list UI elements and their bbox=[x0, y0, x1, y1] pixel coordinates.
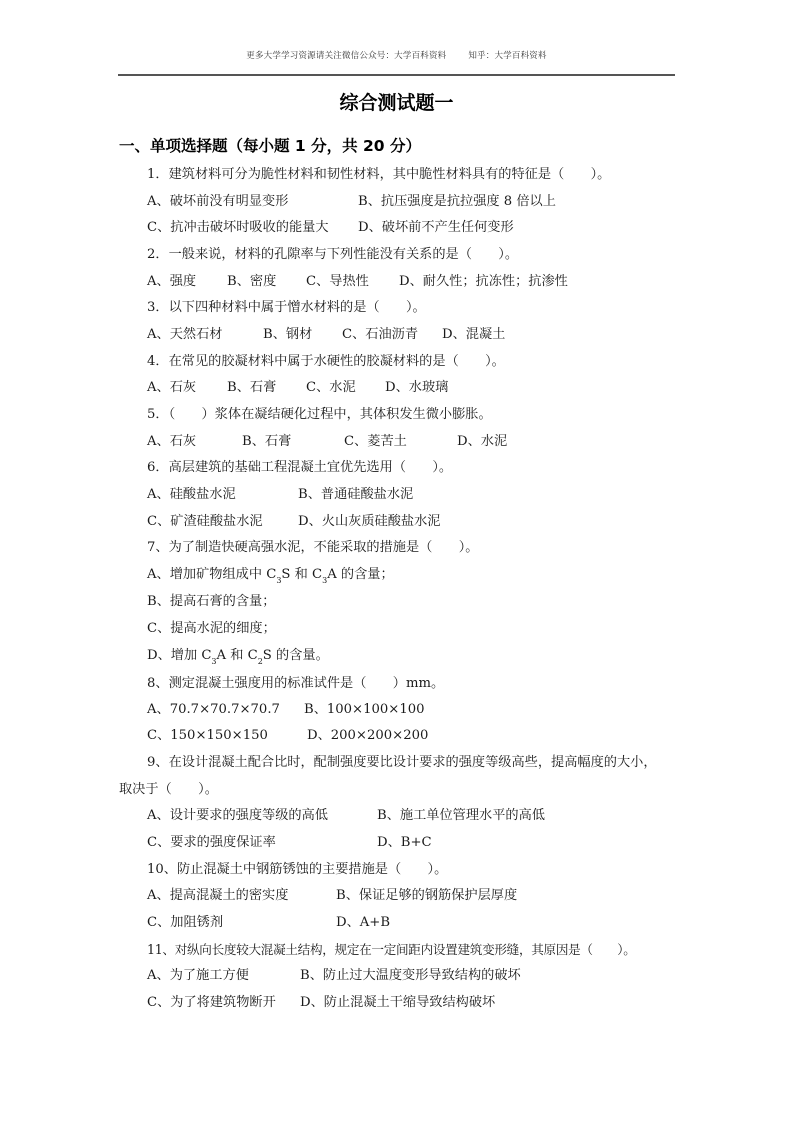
option-c: C、菱苦土 bbox=[344, 434, 407, 449]
question-9-stem-continued: 取决于（ ）。 bbox=[119, 782, 218, 797]
option-b: B、防止过大温度变形导致结构的破坏 bbox=[300, 968, 521, 983]
option-d: D、A+B bbox=[336, 915, 391, 930]
question-8-stem: 8、测定混凝土强度用的标准试件是（ ）mm。 bbox=[147, 676, 445, 691]
question-5-options bbox=[147, 434, 507, 450]
option-b: B、普通硅酸盐水泥 bbox=[298, 487, 414, 502]
question-7-option-b: B、提高石膏的含量； bbox=[147, 594, 276, 609]
option-d: D、水泥 bbox=[457, 434, 508, 449]
option-a: A、设计要求的强度等级的高低 bbox=[147, 808, 328, 823]
question-4-options bbox=[147, 380, 448, 396]
option-b: B、保证足够的钢筋保护层厚度 bbox=[336, 888, 518, 903]
question-3-stem: 3．以下四种材料中属于憎水材料的是（ ）。 bbox=[147, 300, 426, 315]
question-9-options-row-1 bbox=[147, 808, 545, 824]
question-8-options-row-1 bbox=[147, 702, 425, 718]
question-11-options-row-1 bbox=[147, 968, 521, 984]
option-a: A、天然石材 bbox=[147, 327, 223, 342]
option-b: B、钢材 bbox=[263, 327, 313, 342]
question-2-options bbox=[147, 274, 568, 290]
question-3-options bbox=[147, 327, 505, 343]
question-4-stem: 4．在常见的胶凝材料中属于水硬性的胶凝材料的是（ ）。 bbox=[147, 354, 505, 369]
option-c: C、为了将建筑物断开 bbox=[147, 995, 276, 1010]
option-c: C、导热性 bbox=[306, 274, 369, 289]
option-d: D、200×200×200 bbox=[307, 728, 429, 743]
question-5-stem: 5．（ ）浆体在凝结硬化过程中，其体积发生微小膨胀。 bbox=[147, 407, 492, 422]
question-1-options-row-1 bbox=[147, 194, 556, 210]
option-c: C、石油沥青 bbox=[342, 327, 419, 342]
question-1-stem: 1．建筑材料可分为脆性材料和韧性材料，其中脆性材料具有的特征是（ ）。 bbox=[147, 167, 611, 182]
option-d: D、混凝土 bbox=[442, 327, 506, 342]
option-a: A、提高混凝土的密实度 bbox=[147, 888, 289, 903]
option-c: C、150×150×150 bbox=[147, 728, 268, 743]
option-d: D、防止混凝土干缩导致结构破坏 bbox=[300, 995, 496, 1010]
option-d: D、破坏前不产生任何变形 bbox=[358, 220, 514, 235]
question-10-options-row-1 bbox=[147, 888, 517, 904]
option-a: A、硅酸盐水泥 bbox=[147, 487, 236, 502]
question-9-options-row-2 bbox=[147, 835, 432, 851]
header-divider bbox=[118, 74, 675, 76]
option-d: D、火山灰质硅酸盐水泥 bbox=[298, 514, 441, 529]
question-6-options-row-1 bbox=[147, 487, 413, 503]
question-7-option-a: A、增加矿物组成中 $C_3S$ 和 $C_3A$ 的含量； bbox=[147, 567, 394, 585]
option-c: C、水泥 bbox=[306, 380, 356, 395]
option-c: C、矿渣硅酸盐水泥 bbox=[147, 514, 263, 529]
question-10-stem: 10、防止混凝土中钢筋锈蚀的主要措施是（ ）。 bbox=[147, 862, 448, 877]
option-b: B、石膏 bbox=[227, 380, 277, 395]
section-heading: 一、单项选择题（每小题 1 分，共 20 分） bbox=[119, 137, 421, 155]
option-b: B、密度 bbox=[227, 274, 277, 289]
option-a: A、石灰 bbox=[147, 434, 197, 449]
option-b: B、100×100×100 bbox=[304, 702, 425, 717]
question-1-options-row-2 bbox=[147, 220, 514, 236]
option-d: D、水玻璃 bbox=[385, 380, 449, 395]
header-note bbox=[0, 49, 793, 61]
option-d: D、B+C bbox=[377, 835, 432, 850]
option-c: C、抗冲击破坏时吸收的能量大 bbox=[147, 220, 329, 235]
question-6-stem: 6．高层建筑的基础工程混凝土宜优先选用（ ）。 bbox=[147, 460, 453, 475]
question-11-options-row-2 bbox=[147, 995, 495, 1011]
option-a: A、破坏前没有明显变形 bbox=[147, 194, 289, 209]
option-a: A、石灰 bbox=[147, 380, 197, 395]
question-7-option-c: C、提高水泥的细度； bbox=[147, 621, 276, 636]
document-title: 综合测试题一 bbox=[339, 92, 454, 114]
question-7-option-d: D、增加 $C_3A$ 和 $C_2S$ 的含量。 bbox=[147, 648, 329, 666]
question-11-stem: 11、对纵向长度较大混凝土结构，规定在一定间距内设置建筑变形缝，其原因是（ ）。 bbox=[147, 942, 636, 957]
option-c: C、加阻锈剂 bbox=[147, 915, 224, 930]
question-6-options-row-2 bbox=[147, 514, 440, 530]
option-a: A、70.7×70.7×70.7 bbox=[147, 702, 280, 717]
option-b: B、抗压强度是抗拉强度 8 倍以上 bbox=[358, 194, 556, 209]
option-a: A、强度 bbox=[147, 274, 197, 289]
option-b: B、施工单位管理水平的高低 bbox=[377, 808, 545, 823]
question-2-stem: 2．一般来说，材料的孔隙率与下列性能没有关系的是（ ）。 bbox=[147, 247, 519, 262]
question-8-options-row-2 bbox=[147, 728, 428, 744]
question-10-options-row-2 bbox=[147, 915, 390, 931]
header-note-wechat: 更多大学学习资源请关注微信公众号：大学百科资料 bbox=[246, 51, 447, 61]
option-a: A、为了施工方便 bbox=[147, 968, 249, 983]
question-7-stem: 7、为了制造快硬高强水泥，不能采取的措施是（ ）。 bbox=[147, 540, 479, 555]
option-b: B、石膏 bbox=[242, 434, 292, 449]
question-9-stem: 9、在设计混凝土配合比时，配制强度要比设计要求的强度等级高些，提高幅度的大小， bbox=[147, 755, 657, 770]
option-d: D、耐久性；抗冻性；抗渗性 bbox=[399, 274, 568, 289]
header-note-zhihu: 知乎：大学百科资料 bbox=[468, 51, 547, 61]
option-c: C、要求的强度保证率 bbox=[147, 835, 276, 850]
